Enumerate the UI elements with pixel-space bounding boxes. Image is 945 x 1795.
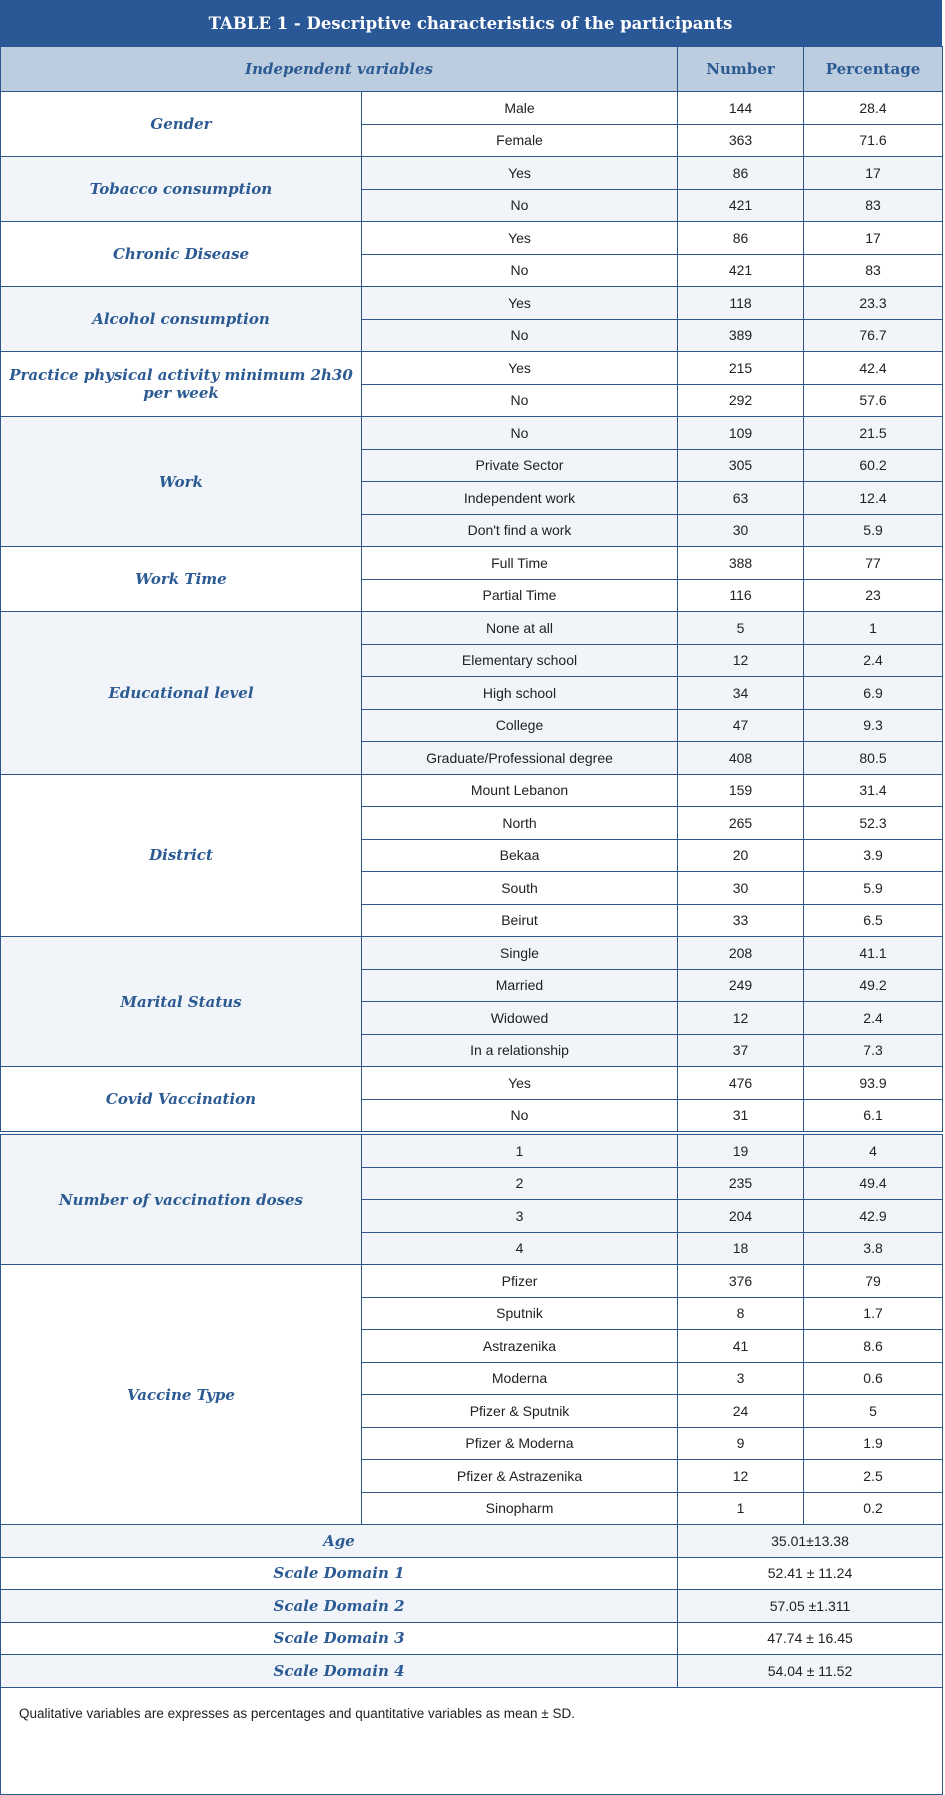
number-cell: 116 bbox=[678, 579, 804, 612]
header-percentage: Percentage bbox=[804, 47, 943, 92]
percentage-cell: 17 bbox=[804, 157, 943, 190]
category-cell: Don't find a work bbox=[362, 514, 678, 547]
number-cell: 376 bbox=[678, 1265, 804, 1298]
percentage-cell: 21.5 bbox=[804, 417, 943, 450]
quantitative-row bbox=[1, 1557, 943, 1590]
variable-name: Work bbox=[1, 417, 362, 547]
number-cell: 41 bbox=[678, 1330, 804, 1363]
category-cell: 1 bbox=[362, 1133, 678, 1167]
table-title: TABLE 1 - Descriptive characteristics of the participants bbox=[0, 0, 942, 46]
category-cell: Sputnik bbox=[362, 1297, 678, 1330]
number-cell: 476 bbox=[678, 1067, 804, 1100]
quantitative-variable-name: Scale Domain 4 bbox=[1, 1655, 678, 1688]
mean-sd-cell: 54.04 ± 11.52 bbox=[678, 1655, 943, 1688]
percentage-cell: 4 bbox=[804, 1133, 943, 1167]
category-cell: Elementary school bbox=[362, 644, 678, 677]
table-row bbox=[1, 1067, 943, 1100]
number-cell: 144 bbox=[678, 92, 804, 125]
percentage-cell: 1 bbox=[804, 612, 943, 645]
table-row bbox=[1, 352, 943, 385]
variable-name: Vaccine Type bbox=[1, 1265, 362, 1525]
percentage-cell: 17 bbox=[804, 222, 943, 255]
category-cell: High school bbox=[362, 677, 678, 710]
table-row bbox=[1, 157, 943, 190]
table-row bbox=[1, 937, 943, 970]
mean-sd-cell: 47.74 ± 16.45 bbox=[678, 1622, 943, 1655]
percentage-cell: 52.3 bbox=[804, 807, 943, 840]
category-cell: South bbox=[362, 872, 678, 905]
percentage-cell: 2.5 bbox=[804, 1460, 943, 1493]
variable-name: Tobacco consumption bbox=[1, 157, 362, 222]
category-cell: Yes bbox=[362, 352, 678, 385]
number-cell: 31 bbox=[678, 1099, 804, 1133]
percentage-cell: 7.3 bbox=[804, 1034, 943, 1067]
percentage-cell: 42.4 bbox=[804, 352, 943, 385]
percentage-cell: 41.1 bbox=[804, 937, 943, 970]
percentage-cell: 83 bbox=[804, 189, 943, 222]
percentage-cell: 76.7 bbox=[804, 319, 943, 352]
table-row bbox=[1, 774, 943, 807]
percentage-cell: 12.4 bbox=[804, 482, 943, 515]
percentage-cell: 71.6 bbox=[804, 124, 943, 157]
percentage-cell: 57.6 bbox=[804, 384, 943, 417]
percentage-cell: 6.1 bbox=[804, 1099, 943, 1133]
number-cell: 30 bbox=[678, 514, 804, 547]
mean-sd-cell: 35.01±13.38 bbox=[678, 1525, 943, 1558]
variable-name: Marital Status bbox=[1, 937, 362, 1067]
number-cell: 3 bbox=[678, 1362, 804, 1395]
number-cell: 292 bbox=[678, 384, 804, 417]
percentage-cell: 3.9 bbox=[804, 839, 943, 872]
number-cell: 33 bbox=[678, 904, 804, 937]
number-cell: 63 bbox=[678, 482, 804, 515]
category-cell: No bbox=[362, 319, 678, 352]
category-cell: Private Sector bbox=[362, 449, 678, 482]
percentage-cell: 9.3 bbox=[804, 709, 943, 742]
table-row bbox=[1, 222, 943, 255]
category-cell: Widowed bbox=[362, 1002, 678, 1035]
percentage-cell: 6.9 bbox=[804, 677, 943, 710]
category-cell: North bbox=[362, 807, 678, 840]
number-cell: 12 bbox=[678, 1460, 804, 1493]
number-cell: 86 bbox=[678, 157, 804, 190]
category-cell: No bbox=[362, 1099, 678, 1133]
variable-name: Covid Vaccination bbox=[1, 1067, 362, 1134]
percentage-cell: 80.5 bbox=[804, 742, 943, 775]
table-header-row bbox=[1, 47, 943, 92]
number-cell: 388 bbox=[678, 547, 804, 580]
variable-name: Alcohol consumption bbox=[1, 287, 362, 352]
category-cell: Sinopharm bbox=[362, 1492, 678, 1525]
category-cell: Yes bbox=[362, 157, 678, 190]
variable-name: Gender bbox=[1, 92, 362, 157]
category-cell: 4 bbox=[362, 1232, 678, 1265]
category-cell: Pfizer & Moderna bbox=[362, 1427, 678, 1460]
number-cell: 208 bbox=[678, 937, 804, 970]
quantitative-variable-name: Scale Domain 2 bbox=[1, 1590, 678, 1623]
percentage-cell: 79 bbox=[804, 1265, 943, 1298]
number-cell: 20 bbox=[678, 839, 804, 872]
percentage-cell: 1.9 bbox=[804, 1427, 943, 1460]
quantitative-row bbox=[1, 1525, 943, 1558]
table-row bbox=[1, 547, 943, 580]
category-cell: Pfizer & Astrazenika bbox=[362, 1460, 678, 1493]
percentage-cell: 5.9 bbox=[804, 872, 943, 905]
number-cell: 159 bbox=[678, 774, 804, 807]
category-cell: Astrazenika bbox=[362, 1330, 678, 1363]
category-cell: Male bbox=[362, 92, 678, 125]
number-cell: 249 bbox=[678, 969, 804, 1002]
category-cell: No bbox=[362, 254, 678, 287]
number-cell: 421 bbox=[678, 189, 804, 222]
number-cell: 9 bbox=[678, 1427, 804, 1460]
number-cell: 265 bbox=[678, 807, 804, 840]
percentage-cell: 3.8 bbox=[804, 1232, 943, 1265]
category-cell: Pfizer bbox=[362, 1265, 678, 1298]
table-row bbox=[1, 612, 943, 645]
number-cell: 118 bbox=[678, 287, 804, 320]
number-cell: 30 bbox=[678, 872, 804, 905]
percentage-cell: 2.4 bbox=[804, 644, 943, 677]
category-cell: Yes bbox=[362, 287, 678, 320]
percentage-cell: 5.9 bbox=[804, 514, 943, 547]
quantitative-variable-name: Age bbox=[1, 1525, 678, 1558]
mean-sd-cell: 52.41 ± 11.24 bbox=[678, 1557, 943, 1590]
quantitative-variable-name: Scale Domain 3 bbox=[1, 1622, 678, 1655]
category-cell: Graduate/Professional degree bbox=[362, 742, 678, 775]
header-independent-variables: Independent variables bbox=[1, 47, 678, 92]
category-cell: No bbox=[362, 417, 678, 450]
footnote-row bbox=[1, 1687, 943, 1794]
table-row bbox=[1, 1265, 943, 1298]
number-cell: 305 bbox=[678, 449, 804, 482]
category-cell: Yes bbox=[362, 1067, 678, 1100]
percentage-cell: 31.4 bbox=[804, 774, 943, 807]
category-cell: Married bbox=[362, 969, 678, 1002]
header-number: Number bbox=[678, 47, 804, 92]
category-cell: Bekaa bbox=[362, 839, 678, 872]
quantitative-row bbox=[1, 1655, 943, 1688]
category-cell: Moderna bbox=[362, 1362, 678, 1395]
number-cell: 363 bbox=[678, 124, 804, 157]
number-cell: 34 bbox=[678, 677, 804, 710]
number-cell: 204 bbox=[678, 1200, 804, 1233]
variable-name: Number of vaccination doses bbox=[1, 1133, 362, 1265]
number-cell: 86 bbox=[678, 222, 804, 255]
percentage-cell: 0.6 bbox=[804, 1362, 943, 1395]
number-cell: 19 bbox=[678, 1133, 804, 1167]
number-cell: 24 bbox=[678, 1395, 804, 1428]
category-cell: Female bbox=[362, 124, 678, 157]
number-cell: 47 bbox=[678, 709, 804, 742]
percentage-cell: 60.2 bbox=[804, 449, 943, 482]
quantitative-row bbox=[1, 1590, 943, 1623]
number-cell: 12 bbox=[678, 1002, 804, 1035]
number-cell: 18 bbox=[678, 1232, 804, 1265]
category-cell: Yes bbox=[362, 222, 678, 255]
number-cell: 1 bbox=[678, 1492, 804, 1525]
percentage-cell: 0.2 bbox=[804, 1492, 943, 1525]
number-cell: 235 bbox=[678, 1167, 804, 1200]
percentage-cell: 23.3 bbox=[804, 287, 943, 320]
number-cell: 37 bbox=[678, 1034, 804, 1067]
category-cell: In a relationship bbox=[362, 1034, 678, 1067]
number-cell: 389 bbox=[678, 319, 804, 352]
number-cell: 8 bbox=[678, 1297, 804, 1330]
percentage-cell: 42.9 bbox=[804, 1200, 943, 1233]
table-row bbox=[1, 287, 943, 320]
percentage-cell: 2.4 bbox=[804, 1002, 943, 1035]
category-cell: None at all bbox=[362, 612, 678, 645]
category-cell: 3 bbox=[362, 1200, 678, 1233]
number-cell: 421 bbox=[678, 254, 804, 287]
percentage-cell: 23 bbox=[804, 579, 943, 612]
variable-name: Chronic Disease bbox=[1, 222, 362, 287]
variable-name: Practice physical activity minimum 2h30 per week bbox=[1, 352, 362, 417]
percentage-cell: 49.4 bbox=[804, 1167, 943, 1200]
mean-sd-cell: 57.05 ±1.311 bbox=[678, 1590, 943, 1623]
table-row bbox=[1, 92, 943, 125]
category-cell: Single bbox=[362, 937, 678, 970]
category-cell: 2 bbox=[362, 1167, 678, 1200]
variable-name: Work Time bbox=[1, 547, 362, 612]
descriptive-table bbox=[0, 46, 943, 1795]
percentage-cell: 28.4 bbox=[804, 92, 943, 125]
number-cell: 12 bbox=[678, 644, 804, 677]
percentage-cell: 83 bbox=[804, 254, 943, 287]
category-cell: Independent work bbox=[362, 482, 678, 515]
percentage-cell: 8.6 bbox=[804, 1330, 943, 1363]
quantitative-row bbox=[1, 1622, 943, 1655]
variable-name: Educational level bbox=[1, 612, 362, 775]
number-cell: 5 bbox=[678, 612, 804, 645]
category-cell: College bbox=[362, 709, 678, 742]
category-cell: Pfizer & Sputnik bbox=[362, 1395, 678, 1428]
number-cell: 408 bbox=[678, 742, 804, 775]
number-cell: 215 bbox=[678, 352, 804, 385]
category-cell: Partial Time bbox=[362, 579, 678, 612]
quantitative-variable-name: Scale Domain 1 bbox=[1, 1557, 678, 1590]
table-row bbox=[1, 1133, 943, 1167]
category-cell: Beirut bbox=[362, 904, 678, 937]
percentage-cell: 5 bbox=[804, 1395, 943, 1428]
percentage-cell: 49.2 bbox=[804, 969, 943, 1002]
variable-name: District bbox=[1, 774, 362, 937]
category-cell: No bbox=[362, 189, 678, 222]
number-cell: 109 bbox=[678, 417, 804, 450]
percentage-cell: 1.7 bbox=[804, 1297, 943, 1330]
category-cell: No bbox=[362, 384, 678, 417]
percentage-cell: 6.5 bbox=[804, 904, 943, 937]
category-cell: Full Time bbox=[362, 547, 678, 580]
footnote: Qualitative variables are expresses as percentages and quantitative variables as mean ± SD. bbox=[1, 1687, 943, 1794]
percentage-cell: 77 bbox=[804, 547, 943, 580]
percentage-cell: 93.9 bbox=[804, 1067, 943, 1100]
table-body bbox=[1, 92, 943, 1795]
category-cell: Mount Lebanon bbox=[362, 774, 678, 807]
table-row bbox=[1, 417, 943, 450]
